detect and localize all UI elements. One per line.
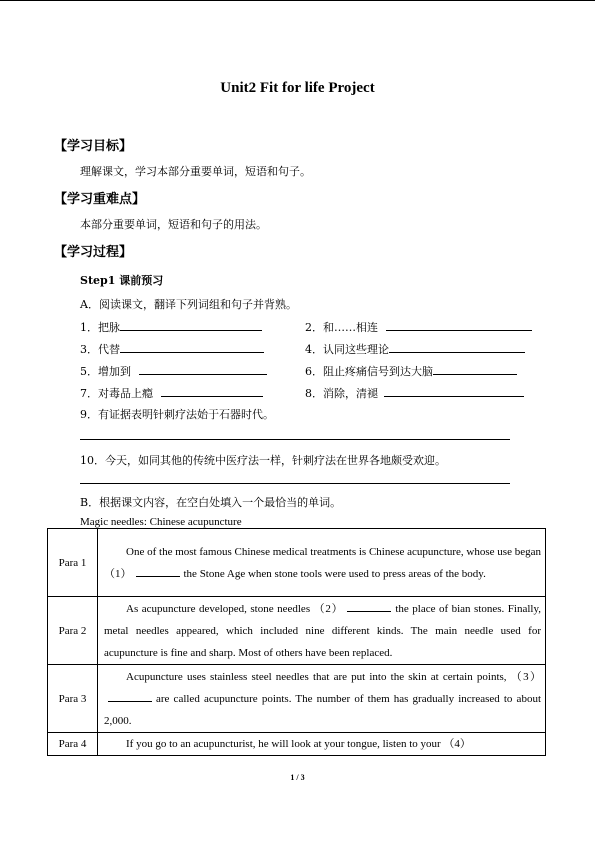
part-a-instruction: A．阅读课文，翻译下列词组和句子并背熟。: [80, 298, 297, 311]
row-label: Para 1: [48, 529, 98, 597]
row-label: Para 4: [48, 733, 98, 756]
translation-item-3: 3．代替: [80, 341, 264, 357]
fill-blank-1[interactable]: [136, 566, 180, 577]
passage-table: [47, 528, 546, 756]
key-points-text: 本部分重要单词，短语和句子的用法。: [80, 218, 267, 231]
answer-line-9[interactable]: [80, 439, 510, 440]
table-row: [48, 733, 546, 756]
translation-item-7: 7．对毒品上瘾: [80, 385, 263, 401]
row-label: Para 2: [48, 597, 98, 665]
table-row: [48, 529, 546, 597]
answer-blank[interactable]: [139, 363, 267, 375]
row-label: Para 3: [48, 665, 98, 733]
row-text: As acupuncture developed, stone needles （2） the place of bian stones. Finally, metal needles appeared, which included nine different kinds. The main needle used for acupuncture is fine and sharp. Most of others have been replaced.: [98, 597, 546, 665]
table-row: [48, 665, 546, 733]
translation-item-2: 2．和……相连: [305, 319, 532, 335]
row-text: Acupuncture uses stainless steel needles that are put into the skin at certain points, （3）are called acupuncture points. The number of them has gradually increased to about 2,000.: [98, 665, 546, 733]
header-rule: [0, 0, 595, 1]
answer-blank[interactable]: [120, 341, 264, 353]
answer-line-10[interactable]: [80, 483, 510, 484]
answer-blank[interactable]: [120, 319, 262, 331]
page-number: 1 / 3: [290, 773, 305, 782]
objectives-heading: 【学习目标】: [54, 139, 133, 154]
translation-item-4: 4．认同这些理论: [305, 341, 525, 357]
fill-blank-3[interactable]: [108, 691, 152, 702]
row-text: One of the most famous Chinese medical treatments is Chinese acupuncture, whose use began （1） the Stone Age when stone tools were used to press areas of the body.: [98, 529, 546, 597]
translation-item-6: 6．阻止疼痛信号到达大脑: [305, 363, 517, 379]
translation-item-8: 8．消除，清褪: [305, 385, 524, 401]
part-b-instruction: B．根据课文内容，在空白处填入一个最恰当的单词。: [80, 496, 342, 509]
answer-blank[interactable]: [433, 363, 517, 375]
translation-item-9: 9．有证据表明针刺疗法始于石器时代。: [80, 408, 274, 421]
answer-blank[interactable]: [389, 341, 525, 353]
objectives-text: 理解课文，学习本部分重要单词，短语和句子。: [80, 165, 311, 178]
key-points-heading: 【学习重难点】: [54, 192, 146, 207]
page-title: Unit2 Fit for life Project: [220, 80, 375, 96]
answer-blank[interactable]: [386, 319, 532, 331]
translation-item-5: 5．增加到: [80, 363, 267, 379]
translation-item-10: 10．今天，如同其他的传统中医疗法一样，针刺疗法在世界各地颇受欢迎。: [80, 454, 446, 467]
translation-item-1: 1．把脉: [80, 319, 262, 335]
answer-blank[interactable]: [161, 385, 263, 397]
answer-blank[interactable]: [384, 385, 524, 397]
step1-title: Step1 课前预习: [80, 274, 164, 287]
row-text: If you go to an acupuncturist, he will look at your tongue, listen to your （4）: [98, 733, 546, 756]
fill-blank-2[interactable]: [347, 601, 391, 612]
process-heading: 【学习过程】: [54, 245, 133, 260]
table-row: [48, 597, 546, 665]
passage-title: Magic needles: Chinese acupuncture: [80, 516, 242, 528]
